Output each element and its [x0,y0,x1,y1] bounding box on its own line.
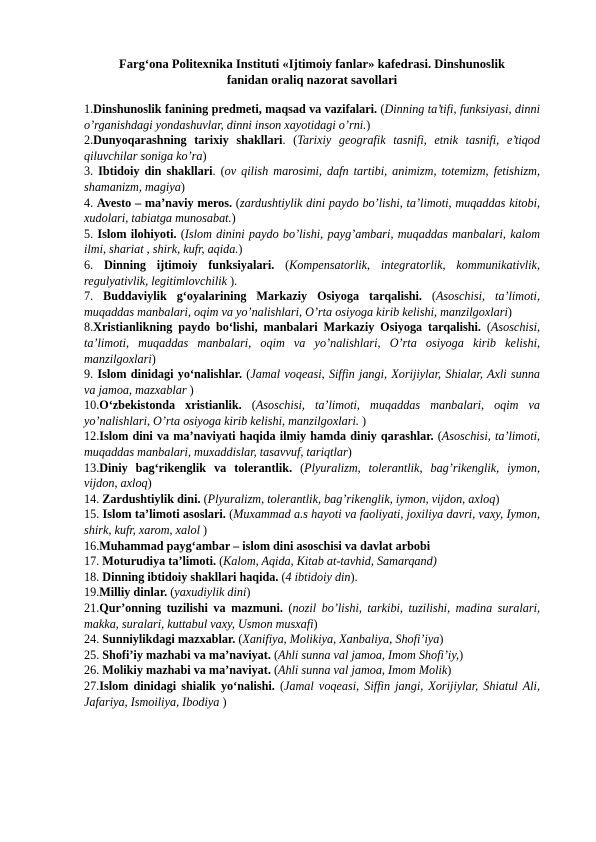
question-details: Tarixiy geografik tasnifi, etnik tasnifi, e’tiqod qiluvchilar soniga ko’ra [84,133,540,163]
question-heading: Buddaviylik g‘oyalarining Markaziy Osiyoga tarqalishi. [103,289,422,304]
question-bracket-close: ) [231,211,236,226]
question-bracket-open: ( [200,491,208,506]
question-item [84,227,540,258]
question-number: 12. [84,429,100,444]
question-number: 10. [84,398,100,413]
question-details: Xanifiya, Molikiya, Xanbaliya, Shofi’iya [242,632,440,647]
question-details: Asoschisi, ta’limoti, muqaddas manbalari, oqim va yo’nalishlari, O’rta osiyoga kirib kelishi, manzilgoxlari [84,289,540,319]
question-bracket-open: ( [225,507,234,522]
question-item [84,289,540,320]
question-bracket-open: . ( [282,133,298,148]
question-number: 7. [84,289,104,304]
title-line-2: fanidan oraliq nazorat savollari [226,73,398,87]
question-number: 3. [84,164,99,179]
question-heading: Zardushtiylik dini. [102,491,201,506]
question-bracket-open: ( [377,102,385,116]
question-bracket-open: ( [216,554,224,569]
question-bracket-open: ( [242,367,251,382]
question-details: 4 ibtidoiy din [285,569,351,584]
question-bracket-close: ) [358,413,366,428]
question-details: Plyuralizm, tolerantlik, bag’rikenglik, iymon, vijdon, axloq [84,460,541,491]
question-details: Kalom, Aqida, Kitab at-tavhid, Samarqand) [223,554,437,569]
question-item [84,133,540,164]
question-heading: Dinshunoslik fanining predmeti, maqsad va vazifalari. [93,102,378,116]
question-item [84,539,540,555]
question-details: Asoschisi, ta’limoti, muqaddas manbalari, oqim va yo’nalishlari, O’rta osiyoga kirib kelishi, manzilgoxlari. [84,398,541,428]
question-item [84,570,540,586]
document-title [84,56,540,88]
question-bracket-open: ( [274,257,290,272]
question-bracket-close: ) [495,491,500,506]
question-item [84,258,540,289]
question-bracket-open: ( [421,289,436,304]
question-bracket-close: ) [219,694,227,709]
question-number: 26. [84,663,103,678]
question-number: 9. [84,367,98,382]
question-heading: Islom ilohiyoti. [97,226,177,241]
question-heading: Islom dini va ma’naviyati haqida ilmiy hamda diniy qarashlar. [99,429,434,444]
question-heading: Milliy dinlar. [99,585,168,600]
question-item [84,102,540,133]
question-number: 18. [84,569,103,584]
question-number: 25. [84,647,103,662]
question-heading: Islom dinidagi shialik yo‘nalishi. [99,678,275,693]
question-number: 2. [84,133,94,148]
question-bracket-close: ) [507,304,512,319]
question-item [84,554,540,570]
question-details: ov qilish marosimi, dafn tartibi, animizm, totemizm, fetishizm, shamanizm, magiya [84,164,540,194]
question-heading: Xristianlikning paydo bo‘lishi, manbalari Markaziy Osiyoga tarqalishi. [93,320,481,335]
question-number: 16. [84,538,100,553]
question-item [84,429,540,460]
question-bracket-close: ) [180,179,185,194]
question-number: 21. [84,601,100,615]
question-bracket-close: ) [238,242,243,257]
question-bracket-close: ). [227,273,238,288]
question-details: Plyuralizm, tolerantlik, bag’rikenglik, iymon, vijdon, axloq [207,491,496,506]
question-details: Muxammad a.s hayoti va faoliyati, joxiliya davri, vaxy, Iymon, shirk, kufr, xarom, xalol [84,507,540,538]
question-bracket-close: ) [202,148,207,163]
question-details: Ahli sunna val jamoa, Imom Shofi’iy, [278,647,460,662]
question-heading: Ibtidoiy din shakllari [98,164,213,179]
question-heading: Islom dinidagi yo‘nalishlar. [97,367,242,382]
question-heading: Muhammad payg‘ambar – islom dini asoschisi va davlat arbobi [99,538,431,553]
question-number: 8. [84,320,94,335]
question-details: Dinning ta’tifi, funksiyasi, dinni o’rganishdagi yondashuvlar, dinni inson xayotidagi o’rni. [84,102,540,132]
question-heading: Dunyoqarashning tarixiy shakllari [93,133,283,148]
question-bracket-close: ) [459,647,464,662]
question-bracket-open: ( [232,195,240,210]
question-heading: Molikiy mazhabi va ma’naviyat. [102,663,271,678]
question-bracket-close: ) [439,632,444,647]
question-heading: Islom ta’limoti asoslari. [102,507,226,522]
question-details: zardushtiylik dini paydo bo’lishi, ta’limoti, muqaddas kitobi, xudolari, tabiatga munosabat. [84,195,541,226]
question-bracket-close: ) [151,351,156,366]
question-item [84,507,540,538]
question-item [84,492,540,508]
question-item [84,679,540,710]
question-item [84,585,540,601]
question-bracket-open: ( [176,226,185,241]
question-number: 5. [84,226,98,241]
question-heading: Moturudiya ta’limoti. [102,554,217,569]
question-heading: Avesto – ma’naviy meros. [96,195,233,210]
question-bracket-open: ( [278,569,286,584]
question-number: 15. [84,507,103,522]
question-details: Jamal voqeasi, Siffin jangi, Xorijiylar, Shiatul Ali, Jafariya, Ismoiliya, Ibodiya [84,678,540,709]
question-number: 13. [84,460,100,475]
question-details: Asoschisi, ta’limoti, muqaddas manbalari, oqim va yo’nalishlari, O’rta osiyoga kirib kelishi, manzilgoxlari [84,320,540,366]
question-number: 17. [84,554,103,569]
question-details: Ahli sunna val jamoa, Imom Molik [278,663,448,678]
question-item [84,663,540,679]
question-details: Kompensatorlik, integratorlik, kommunikativlik, regulyativlik, legitimlovchilik [84,257,540,288]
question-number: 14. [84,491,103,506]
question-details: yaxudiylik dini [174,585,247,600]
question-details: nozil bo’lishi, tarkibi, tuzilishi, madina suralari, makka, suralari, kuttabul vaxy, Usmon musxafi [84,601,540,631]
question-heading: Dinning ijtimoiy funksiyalari. [103,257,275,272]
question-details: Jamal voqeasi, Siffin jangi, Xorijiylar, Shialar, Axli sunna va jamoa, mazxablar [84,367,541,397]
question-item [84,367,540,398]
question-bracket-open: ( [292,460,305,475]
question-heading: Qur’onning tuzilishi va mazmuni. [99,601,283,615]
question-heading: Diniy bag‘rikenglik va tolerantlik. [99,460,293,475]
question-bracket-close: ) [200,523,208,538]
question-heading: Dinning ibtidoiy shakllari haqida. [102,569,279,584]
question-bracket-close: ) [186,382,194,397]
question-bracket-open: ( [270,663,278,678]
question-item [84,320,540,367]
question-heading: O‘zbekistonda xristianlik. [99,398,242,413]
question-number: 1. [84,102,94,116]
question-number: 6. [84,257,104,272]
question-item [84,648,540,664]
question-item [84,398,540,429]
question-heading: Sunniylikdagi mazxablar. [102,632,236,647]
question-details: Asoschisi, ta’limoti, muqaddas manbalari, muxaddislar, tasavvuf, tariqtlar [84,429,541,460]
question-bracket-close: ). [350,569,358,584]
question-bracket-close: ) [366,117,371,132]
question-number: 4. [84,195,97,210]
title-line-1: Farg‘ona Politexnika Instituti «Ijtimoiy fanlar» kafedrasi. Dinshunoslik [119,57,505,71]
question-item [84,461,540,492]
question-bracket-open: . ( [212,164,225,179]
question-bracket-close: ) [347,445,352,460]
question-number: 24. [84,632,103,647]
question-item [84,164,540,195]
question-item [84,601,540,632]
question-bracket-close: ) [313,616,318,631]
question-bracket-open: ( [270,647,278,662]
question-bracket-open: ( [274,678,284,693]
question-heading: Shofi’iy mazhabi va ma’naviyat. [102,647,271,662]
question-bracket-open: ( [433,429,442,444]
question-number: 19. [84,585,100,600]
question-bracket-open: ( [167,585,175,600]
question-bracket-open: ( [480,320,491,335]
question-bracket-open: ( [282,601,293,615]
question-number: 27. [84,678,100,693]
question-list [84,102,540,710]
question-bracket-close: ) [447,663,452,678]
question-bracket-close: ) [246,585,251,600]
question-bracket-close: ) [147,476,152,491]
question-bracket-open: ( [235,632,243,647]
question-item [84,632,540,648]
question-item [84,196,540,227]
question-bracket-open: ( [241,398,256,413]
question-details: Islom dinini paydo bo’lishi, payg’ambari, muqaddas manbalari, kalom ilmi, shariat , shirk, kufr, aqida. [84,226,541,257]
